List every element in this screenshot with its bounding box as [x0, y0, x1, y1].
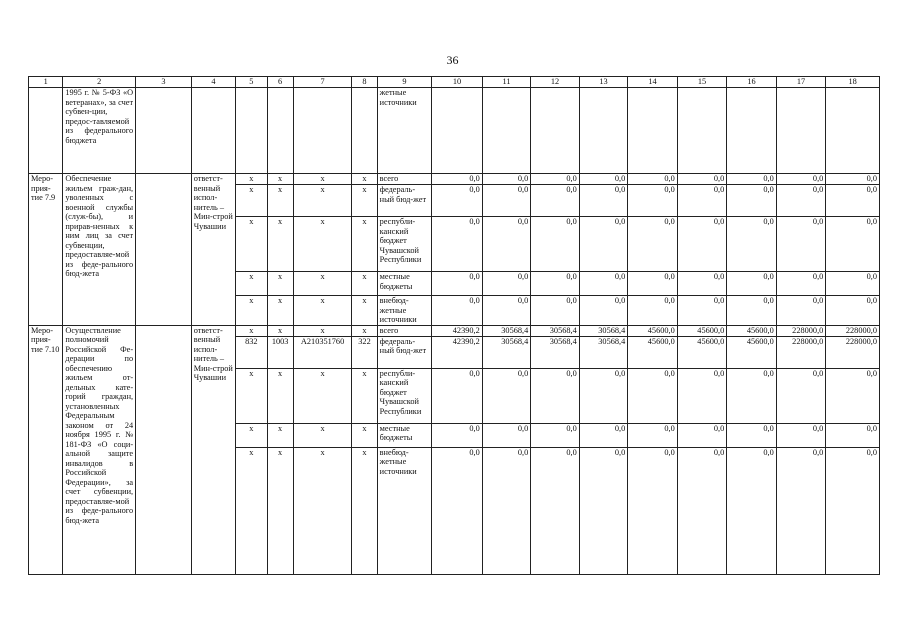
funding-value: 228000,0: [776, 325, 826, 336]
funding-value: 0,0: [432, 272, 483, 296]
funding-value: 0,0: [826, 272, 880, 296]
budget-code: x: [352, 217, 377, 272]
funding-value: 0,0: [482, 368, 531, 423]
column-number: 1: [29, 77, 63, 88]
funding-value: 0,0: [677, 185, 727, 217]
budget-row: [29, 174, 880, 185]
funding-value: 45600,0: [677, 336, 727, 368]
funding-value: 0,0: [482, 174, 531, 185]
funding-value: 0,0: [677, 447, 727, 574]
funding-value: 0,0: [826, 217, 880, 272]
funding-value: 0,0: [432, 217, 483, 272]
funding-source: федераль-ный бюд-жет: [377, 336, 432, 368]
funding-value: 30568,4: [531, 325, 580, 336]
funding-value: 30568,4: [579, 336, 628, 368]
funding-value: 0,0: [531, 447, 580, 574]
column-number: 10: [432, 77, 483, 88]
funding-value: 228000,0: [776, 336, 826, 368]
funding-source: внебюд-жетные источники: [377, 296, 432, 326]
funding-value: 0,0: [727, 447, 777, 574]
funding-value: 0,0: [432, 296, 483, 326]
funding-value: 0,0: [579, 296, 628, 326]
funding-source: республи-канский бюджет Чувашской Республики: [377, 217, 432, 272]
continuation-value: [531, 88, 580, 174]
budget-code: x: [352, 447, 377, 574]
budget-row: [29, 325, 880, 336]
budget-code: x: [293, 272, 352, 296]
budget-code: x: [236, 296, 267, 326]
funding-value: 0,0: [579, 272, 628, 296]
budget-code: x: [236, 272, 267, 296]
funding-source: всего: [377, 325, 432, 336]
funding-value: 30568,4: [482, 325, 531, 336]
funding-value: 0,0: [727, 185, 777, 217]
column-number: 9: [377, 77, 432, 88]
column-number: 14: [628, 77, 678, 88]
budget-code: x: [267, 447, 293, 574]
continuation-value: [482, 88, 531, 174]
funding-value: 0,0: [432, 423, 483, 447]
budget-code: x: [352, 272, 377, 296]
budget-code: x: [236, 174, 267, 185]
budget-code: x: [267, 174, 293, 185]
continuation-value: [826, 88, 880, 174]
budget-code: x: [236, 423, 267, 447]
funding-value: 45600,0: [628, 336, 678, 368]
budget-code: x: [267, 368, 293, 423]
funding-value: 0,0: [531, 272, 580, 296]
budget-code: x: [352, 296, 377, 326]
funding-value: 0,0: [579, 174, 628, 185]
continuation-source: жетные источники: [377, 88, 432, 174]
budget-code: x: [293, 296, 352, 326]
funding-value: 0,0: [432, 368, 483, 423]
funding-value: 0,0: [727, 296, 777, 326]
funding-value: 0,0: [826, 296, 880, 326]
continuation-value: [727, 88, 777, 174]
column-number: 16: [727, 77, 777, 88]
funding-value: 0,0: [579, 185, 628, 217]
budget-code: 1003: [267, 336, 293, 368]
funding-value: 0,0: [482, 423, 531, 447]
funding-value: 0,0: [776, 174, 826, 185]
funding-value: 0,0: [432, 447, 483, 574]
funding-value: 0,0: [628, 296, 678, 326]
column-number: 2: [63, 77, 136, 88]
funding-value: 0,0: [677, 296, 727, 326]
funding-value: 0,0: [826, 174, 880, 185]
budget-code: x: [267, 272, 293, 296]
funding-value: 0,0: [628, 185, 678, 217]
funding-value: 0,0: [826, 447, 880, 574]
budget-code: x: [293, 368, 352, 423]
funding-value: 0,0: [826, 185, 880, 217]
continuation-executor-cell: [191, 88, 235, 174]
measure-code: Меро-прия-тие 7.9: [29, 174, 63, 326]
funding-value: 30568,4: [482, 336, 531, 368]
continuation-empty-cell: [293, 88, 352, 174]
funding-source: республи-канский бюджет Чувашской Республики: [377, 368, 432, 423]
continuation-empty-cell: [236, 88, 267, 174]
funding-value: 0,0: [531, 296, 580, 326]
budget-code: x: [293, 174, 352, 185]
funding-value: 0,0: [776, 185, 826, 217]
funding-value: 0,0: [482, 185, 531, 217]
empty-cell: [136, 325, 192, 574]
column-number: 7: [293, 77, 352, 88]
budget-code: x: [236, 325, 267, 336]
funding-value: 45600,0: [727, 336, 777, 368]
column-number: 12: [531, 77, 580, 88]
funding-value: 0,0: [628, 174, 678, 185]
continuation-value: [432, 88, 483, 174]
budget-code: x: [352, 174, 377, 185]
funding-value: 0,0: [579, 368, 628, 423]
column-number: 17: [776, 77, 826, 88]
column-number: 13: [579, 77, 628, 88]
funding-value: 42390,2: [432, 325, 483, 336]
budget-code: x: [267, 296, 293, 326]
continuation-row: [29, 88, 880, 174]
budget-code: x: [293, 325, 352, 336]
funding-value: 0,0: [776, 423, 826, 447]
funding-value: 0,0: [579, 217, 628, 272]
funding-source: федераль-ный бюд-жет: [377, 185, 432, 217]
budget-code: x: [352, 325, 377, 336]
funding-source: всего: [377, 174, 432, 185]
column-number: 4: [191, 77, 235, 88]
continuation-empty-cell: [267, 88, 293, 174]
funding-value: 0,0: [776, 447, 826, 574]
funding-source: внебюд-жетные источники: [377, 447, 432, 574]
continuation-value: [776, 88, 826, 174]
continuation-value: [579, 88, 628, 174]
budget-code: А210351760: [293, 336, 352, 368]
funding-value: 0,0: [628, 423, 678, 447]
budget-code: x: [267, 325, 293, 336]
column-number: 8: [352, 77, 377, 88]
funding-value: 0,0: [628, 217, 678, 272]
budget-code: x: [293, 423, 352, 447]
budget-code: x: [293, 217, 352, 272]
executor: ответст-венный испол-нитель – Мин-строй Чувашии: [191, 325, 235, 574]
budget-code: x: [352, 368, 377, 423]
funding-value: 0,0: [628, 368, 678, 423]
continuation-value: [677, 88, 727, 174]
funding-value: 0,0: [531, 423, 580, 447]
funding-value: 0,0: [677, 368, 727, 423]
budget-code: x: [352, 423, 377, 447]
funding-value: 0,0: [677, 272, 727, 296]
funding-value: 0,0: [826, 423, 880, 447]
funding-value: 0,0: [776, 272, 826, 296]
column-number: 5: [236, 77, 267, 88]
budget-code: x: [267, 423, 293, 447]
column-number-row: [29, 77, 880, 88]
column-number: 18: [826, 77, 880, 88]
funding-value: 0,0: [677, 174, 727, 185]
funding-value: 0,0: [628, 272, 678, 296]
budget-code: x: [267, 185, 293, 217]
continuation-value: [628, 88, 678, 174]
funding-value: 0,0: [826, 368, 880, 423]
measure-description: Обеспечение жильем граж-дан, уволенных с военной службы (служ-бы), и прирав-ненных к ним лиц за счет субвенции, предоставляе-мой из феде-рального бюд-жета: [63, 174, 136, 326]
funding-value: 0,0: [628, 447, 678, 574]
measure-description: Осуществление полномочий Российской Фе-дерации по обеспечению жильем от-дельных кате-горий граждан, установленных Федеральным законом от 24 ноября 1995 г. № 181-ФЗ «О соци-альной защите инвалидов в Российской Федерации», за счет субвенции, предоставляе-мой из феде-рального бюд-жета: [63, 325, 136, 574]
funding-value: 0,0: [531, 217, 580, 272]
funding-value: 42390,2: [432, 336, 483, 368]
budget-code: x: [267, 217, 293, 272]
budget-code: x: [293, 447, 352, 574]
executor: ответст-венный испол-нитель – Мин-строй Чувашии: [191, 174, 235, 326]
funding-value: 0,0: [727, 272, 777, 296]
page-number: 36: [446, 53, 459, 67]
funding-value: 0,0: [432, 185, 483, 217]
funding-value: 0,0: [776, 217, 826, 272]
funding-source: местные бюджеты: [377, 272, 432, 296]
funding-value: 30568,4: [531, 336, 580, 368]
funding-value: 30568,4: [579, 325, 628, 336]
funding-value: 45600,0: [677, 325, 727, 336]
funding-value: 0,0: [727, 174, 777, 185]
budget-code: x: [293, 185, 352, 217]
budget-code: x: [236, 368, 267, 423]
column-number: 15: [677, 77, 727, 88]
funding-value: 0,0: [677, 217, 727, 272]
funding-value: 0,0: [432, 174, 483, 185]
funding-value: 0,0: [482, 296, 531, 326]
continuation-empty-cell: [352, 88, 377, 174]
budget-code: x: [236, 185, 267, 217]
funding-value: 0,0: [531, 185, 580, 217]
column-number: 11: [482, 77, 531, 88]
budget-code: x: [352, 185, 377, 217]
budget-code: x: [236, 217, 267, 272]
funding-value: 0,0: [482, 272, 531, 296]
funding-value: 0,0: [579, 423, 628, 447]
budget-code: x: [236, 447, 267, 574]
funding-value: 0,0: [579, 447, 628, 574]
continuation-empty-cell: [136, 88, 192, 174]
funding-value: 0,0: [482, 447, 531, 574]
column-number: 3: [136, 77, 192, 88]
budget-code: 832: [236, 336, 267, 368]
funding-source: местные бюджеты: [377, 423, 432, 447]
continuation-description: 1995 г. № 5-ФЗ «О ветеранах», за счет субвен-ции, предос-тавляемой из федерального бюджета: [63, 88, 136, 174]
funding-value: 0,0: [776, 368, 826, 423]
funding-value: 0,0: [727, 217, 777, 272]
continuation-code-cell: [29, 88, 63, 174]
funding-value: 0,0: [727, 368, 777, 423]
budget-table: [28, 76, 880, 575]
column-number: 6: [267, 77, 293, 88]
funding-value: 0,0: [727, 423, 777, 447]
funding-value: 0,0: [776, 296, 826, 326]
funding-value: 0,0: [677, 423, 727, 447]
funding-value: 0,0: [531, 368, 580, 423]
funding-value: 45600,0: [727, 325, 777, 336]
funding-value: 0,0: [531, 174, 580, 185]
measure-code: Меро-прия-тие 7.10: [29, 325, 63, 574]
funding-value: 228000,0: [826, 325, 880, 336]
empty-cell: [136, 174, 192, 326]
budget-code: 322: [352, 336, 377, 368]
funding-value: 228000,0: [826, 336, 880, 368]
funding-value: 0,0: [482, 217, 531, 272]
funding-value: 45600,0: [628, 325, 678, 336]
